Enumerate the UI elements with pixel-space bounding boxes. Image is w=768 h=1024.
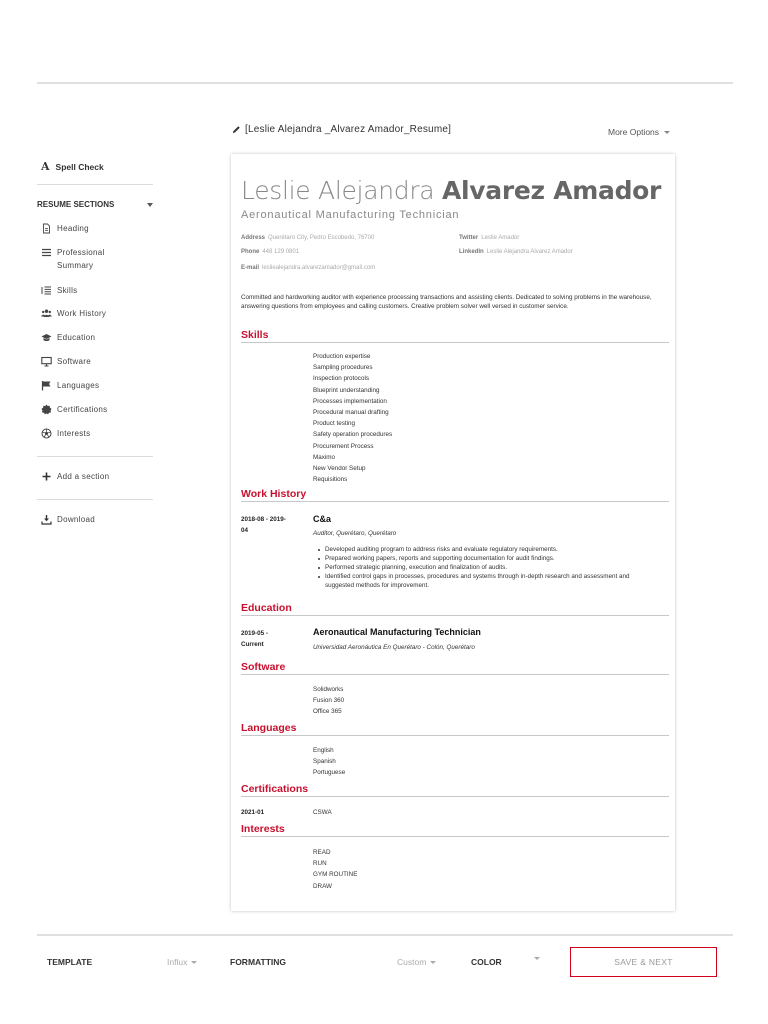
spell-check-label: Spell Check xyxy=(55,161,104,172)
sidebar-item-work-history[interactable] xyxy=(41,307,106,320)
list-item: Procurement Process xyxy=(313,442,374,450)
list-item: Maximo xyxy=(313,453,336,461)
resume-sections-toggle[interactable] xyxy=(37,200,153,209)
document-icon xyxy=(41,223,52,234)
sidebar-item-skills[interactable] xyxy=(41,284,77,297)
chevron-down-icon xyxy=(534,957,540,960)
bottom-divider xyxy=(37,934,733,936)
more-options-label: More Options xyxy=(608,127,660,137)
resume-job-title: Aeronautical Manufacturing Technician xyxy=(241,209,460,221)
work-history-heading: Work History xyxy=(241,488,669,502)
list-item: Fusion 360 xyxy=(313,697,345,705)
education-degree: Aeronautical Manufacturing Technician xyxy=(313,627,481,637)
download-icon xyxy=(41,514,52,525)
graduation-cap-icon xyxy=(41,332,52,343)
badge-icon xyxy=(41,404,52,415)
sidebar-divider xyxy=(37,456,153,457)
sidebar-item-languages[interactable] xyxy=(41,379,99,392)
list-item: Performed strategic planning, execution and finalization of audits. xyxy=(317,563,657,572)
template-dropdown[interactable] xyxy=(167,957,197,967)
list-item: Blueprint understanding xyxy=(313,386,380,394)
list-item: GYM ROUTINE xyxy=(313,871,358,879)
chevron-down-icon xyxy=(147,203,153,207)
chevron-down-icon xyxy=(430,961,436,964)
sidebar-item-label: Software xyxy=(57,357,91,366)
list-item: Developed auditing program to address risks and evaluate regulatory requirements. xyxy=(317,545,657,554)
resume-name: Leslie Alejandra Alvarez Amador xyxy=(241,176,662,205)
sidebar-item-label: Heading xyxy=(57,224,89,233)
download-button[interactable] xyxy=(41,513,95,526)
education-school: Universidad Aeronáutica En Querétaro - Colón, Querétaro xyxy=(313,644,475,651)
sidebar-item-label: Interests xyxy=(57,429,91,438)
skills-list xyxy=(313,351,392,485)
list-item: New Vendor Setup xyxy=(313,465,366,473)
sidebar-divider xyxy=(37,499,153,500)
chevron-down-icon xyxy=(191,961,197,964)
ball-icon xyxy=(41,428,52,439)
template-value: Influx xyxy=(167,957,188,967)
certifications-heading: Certifications xyxy=(241,783,669,797)
document-title-text: [Leslie Alejandra _Alvarez Amador_Resume] xyxy=(245,124,452,135)
list-item: Spanish xyxy=(313,758,336,766)
list-item: Safety operation procedures xyxy=(313,431,393,439)
list-item: Requisitions xyxy=(313,476,348,484)
save-and-next-button[interactable]: SAVE & NEXT xyxy=(570,947,717,977)
contact-twitter: Twitter Leslie Amador xyxy=(459,235,520,241)
list-item: Production expertise xyxy=(313,353,371,360)
sidebar-item-heading[interactable] xyxy=(41,222,89,235)
interests-heading: Interests xyxy=(241,823,669,837)
sidebar-item-label: Languages xyxy=(57,381,100,390)
color-dropdown[interactable] xyxy=(534,957,540,960)
add-section-button[interactable] xyxy=(41,470,109,483)
list-item: Sampling procedures xyxy=(313,364,373,372)
list-item: Solidworks xyxy=(313,686,344,693)
education-date: 2019-05 - Current xyxy=(241,630,268,648)
spell-check-icon: A xyxy=(41,160,50,173)
monitor-icon xyxy=(41,356,52,367)
add-section-label: Add a section xyxy=(57,472,110,481)
spell-check-button[interactable] xyxy=(41,160,104,173)
list-item: Portuguese xyxy=(313,769,346,777)
lines-icon xyxy=(41,247,52,258)
list-item: Product testing xyxy=(313,420,356,428)
list-item: Procedural manual drafting xyxy=(313,409,389,417)
sidebar-item-label: Certifications xyxy=(57,405,108,414)
certification-date: 2021-01 xyxy=(241,809,265,816)
list-item: Prepared working papers, reports and supporting documentation for audit findings. xyxy=(317,554,657,563)
formatting-label: FORMATTING xyxy=(230,957,287,967)
more-options-dropdown[interactable] xyxy=(608,127,670,137)
sidebar-item-software[interactable] xyxy=(41,355,91,368)
sidebar-item-education[interactable] xyxy=(41,331,95,344)
list-icon xyxy=(41,285,52,296)
pencil-icon xyxy=(232,125,241,134)
work-bullets xyxy=(317,545,657,590)
plus-icon xyxy=(41,471,52,482)
chevron-down-icon xyxy=(664,131,670,134)
sidebar-item-professional-summary[interactable] xyxy=(41,246,105,272)
color-label: COLOR xyxy=(471,957,502,967)
top-divider xyxy=(37,82,733,84)
list-item: RUN xyxy=(313,860,327,868)
formatting-dropdown[interactable] xyxy=(397,957,436,967)
download-label: Download xyxy=(57,515,95,524)
list-item: Identified control gaps in processes, procedures and systems through in-depth research and assessment and suggested methods for improvement. xyxy=(317,572,657,590)
sidebar-item-label: Skills xyxy=(57,286,78,295)
skills-heading: Skills xyxy=(241,329,669,343)
resume-summary: Committed and hardworking auditor with experience processing transactions and assisting clients. Dedicated to solving problems in the warehouse, answering questions from employees and calling customers. Creative problem solver well versed in customer service. xyxy=(241,294,652,310)
list-item: Office 365 xyxy=(313,708,342,716)
contact-email: E-mail lesliealejandra.alvarezamador@gmail.com xyxy=(241,265,376,271)
education-heading: Education xyxy=(241,602,669,616)
flag-icon xyxy=(41,380,52,391)
sidebar-item-label: Work History xyxy=(57,309,107,318)
software-list xyxy=(313,684,344,718)
resume-sections-heading: RESUME SECTIONS xyxy=(37,200,115,209)
sidebar-divider xyxy=(37,184,153,185)
people-icon xyxy=(41,308,52,319)
work-date: 2018-08 - 2019- 04 xyxy=(241,516,286,534)
list-item: DRAW xyxy=(313,882,333,890)
languages-list xyxy=(313,745,345,779)
sidebar-item-certifications[interactable] xyxy=(41,403,107,416)
formatting-value: Custom xyxy=(397,957,427,967)
contact-address: Address Querétaro City, Pedro Escobedo, 76700 xyxy=(241,235,375,241)
sidebar-item-interests[interactable] xyxy=(41,427,90,440)
sidebar-item-label: Professional Summary xyxy=(57,248,105,270)
list-item: Inspection protocols xyxy=(313,375,370,383)
template-label: TEMPLATE xyxy=(47,957,93,967)
languages-heading: Languages xyxy=(241,722,669,736)
list-item: English xyxy=(313,747,334,754)
sidebar-item-label: Education xyxy=(57,333,96,342)
interests-list xyxy=(313,847,357,892)
list-item: READ xyxy=(313,849,331,856)
contact-linkedin: LinkedIn Leslie Alejandra Alvarez Amador xyxy=(459,249,573,255)
document-title[interactable] xyxy=(232,124,451,135)
certification-name: CSWA xyxy=(313,809,332,816)
work-role: Auditor, Querétaro, Querétaro xyxy=(313,530,397,537)
software-heading: Software xyxy=(241,661,669,675)
contact-phone: Phone 448 129 0801 xyxy=(241,249,300,255)
work-company: C&a xyxy=(313,514,332,524)
resume-preview[interactable] xyxy=(231,154,675,911)
list-item: Processes implementation xyxy=(313,397,387,405)
